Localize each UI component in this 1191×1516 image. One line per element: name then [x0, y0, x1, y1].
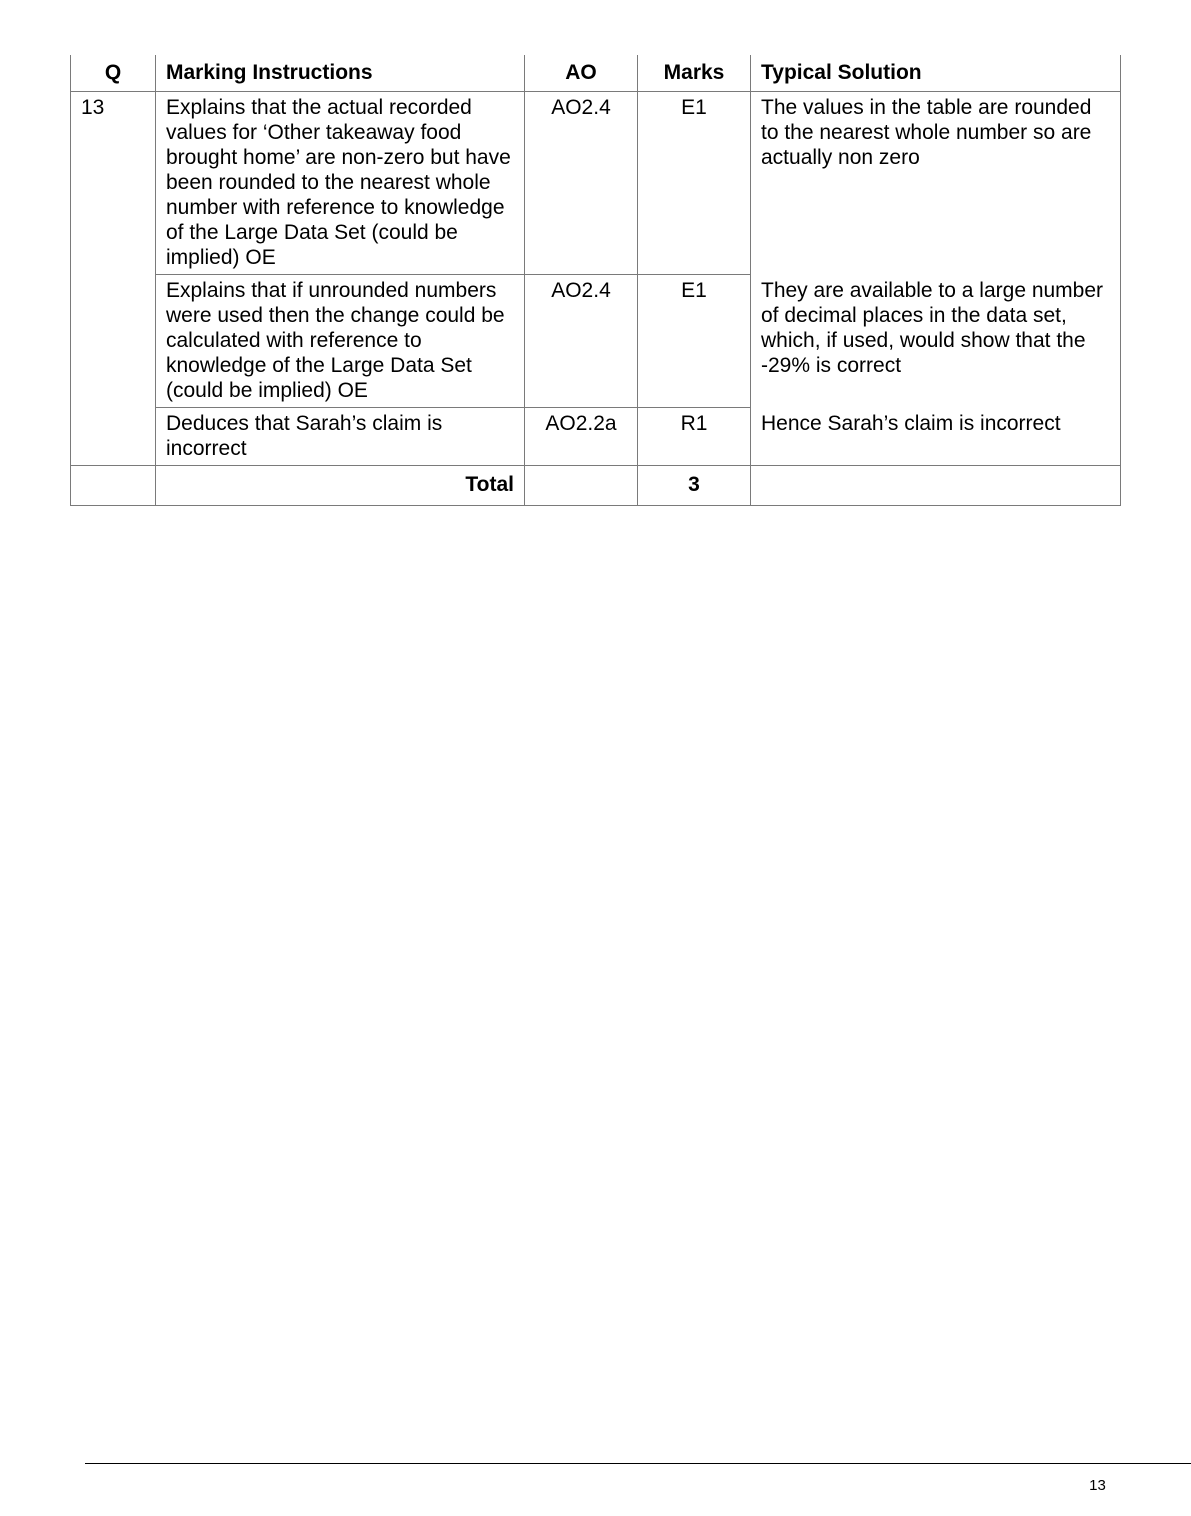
- marks-cell: E1: [638, 275, 751, 408]
- ao-cell: AO2.4: [525, 275, 638, 408]
- header-marking-instructions: Marking Instructions: [156, 55, 525, 92]
- ao-cell: AO2.4: [525, 92, 638, 275]
- page-number: 13: [1089, 1477, 1106, 1494]
- total-empty-ao-cell: [525, 466, 638, 506]
- typical-solution-cell: The values in the table are rounded to the nearest whole number so are actually non zero: [751, 92, 1121, 275]
- total-label: Total: [156, 466, 525, 506]
- header-ao: AO: [525, 55, 638, 92]
- total-marks: 3: [638, 466, 751, 506]
- marks-cell: E1: [638, 92, 751, 275]
- total-empty-q-cell: [71, 466, 156, 506]
- table-row: [71, 408, 1121, 466]
- total-empty-solution-cell: [751, 466, 1121, 506]
- header-q: Q: [71, 55, 156, 92]
- question-number: 13: [71, 92, 156, 466]
- table-row: [71, 275, 1121, 408]
- marking-instruction-cell: Explains that if unrounded numbers were used then the change could be calculated with reference to knowledge of the Large Data Set (could be implied) OE: [156, 275, 525, 408]
- header-marks: Marks: [638, 55, 751, 92]
- marking-instruction-cell: Explains that the actual recorded values for ‘Other takeaway food brought home’ are non-zero but have been rounded to the nearest whole number with reference to knowledge of the Large Data Set (could be implied) OE: [156, 92, 525, 275]
- total-row: [71, 466, 1121, 506]
- mark-scheme-table: [70, 55, 1121, 506]
- typical-solution-cell: They are available to a large number of decimal places in the data set, which, if used, would show that the -29% is correct: [751, 275, 1121, 408]
- header-typical-solution: Typical Solution: [751, 55, 1121, 92]
- table-row: [71, 92, 1121, 275]
- table-header-row: [71, 55, 1121, 92]
- footer-divider: [85, 1463, 1191, 1464]
- marks-cell: R1: [638, 408, 751, 466]
- typical-solution-cell: Hence Sarah’s claim is incorrect: [751, 408, 1121, 466]
- ao-cell: AO2.2a: [525, 408, 638, 466]
- marking-instruction-cell: Deduces that Sarah’s claim is incorrect: [156, 408, 525, 466]
